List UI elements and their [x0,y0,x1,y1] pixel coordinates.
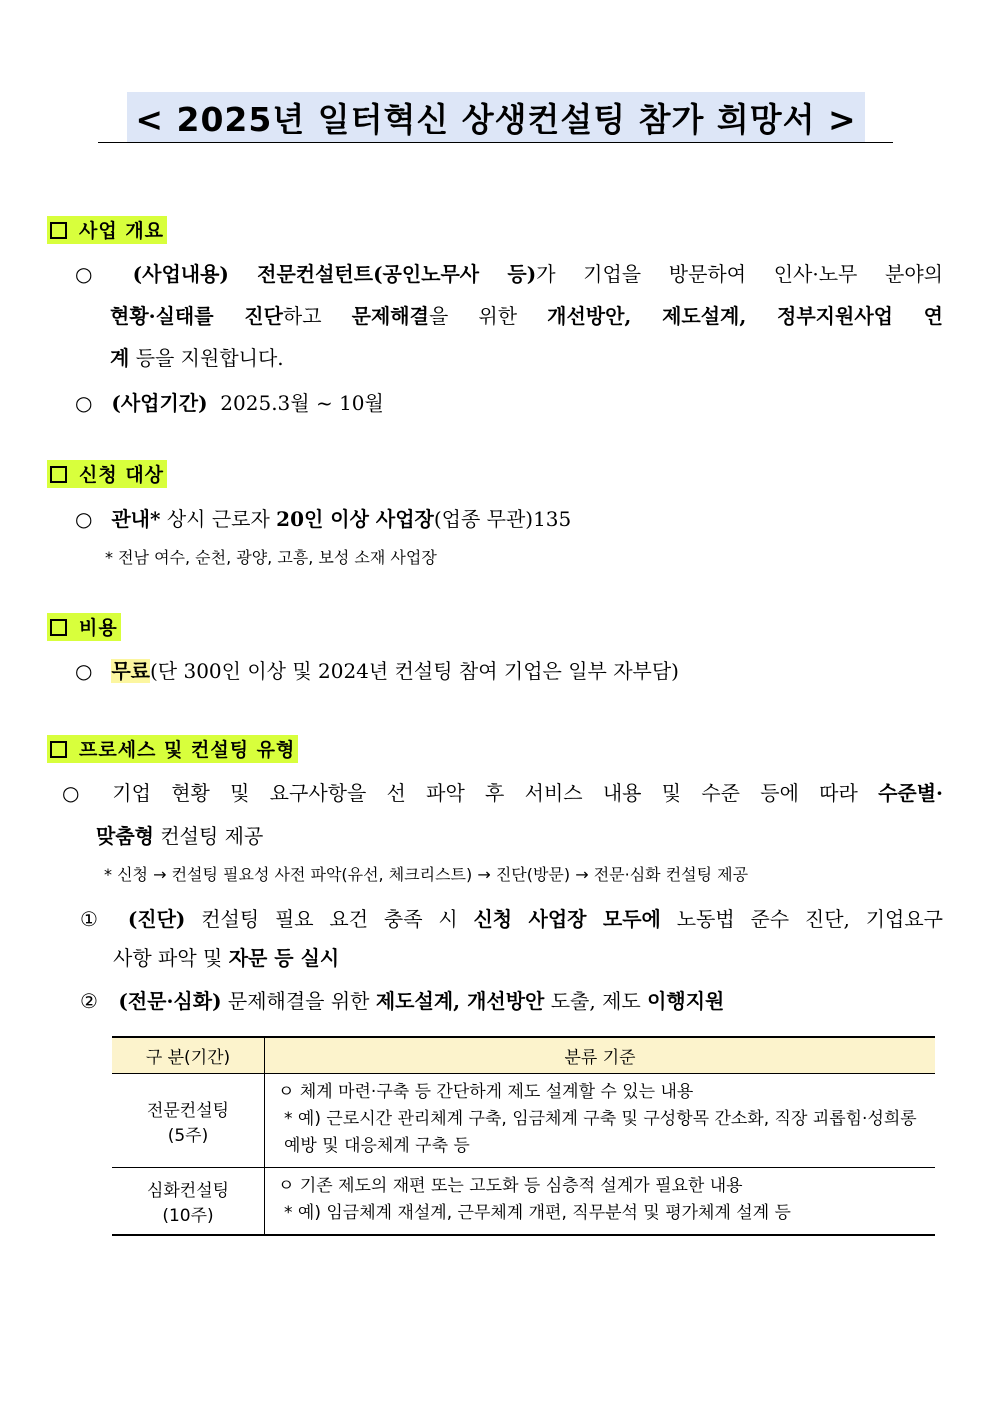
text-span: 노동법 준수 진단, 기업요구 [676,907,943,931]
checkbox-square-icon [50,222,67,239]
page-title: < 2025년 일터혁신 상생컨설팅 참가 희망서 > [127,92,864,143]
table-cell-category [112,1074,265,1168]
overview-bullet1-line1 [75,258,943,287]
classification-table [112,1036,935,1236]
category-name: 심화컨설팅 [146,1181,230,1201]
text-span: (업종 무관)135 [433,507,572,531]
bold-span: 현황·실태를 진단 [110,304,283,328]
bold-span: 이행지원 [647,989,725,1013]
criteria-example: * 예) 임금체계 재설계, 근무체계 개편, 직무분석 및 평가체계 설계 등 [284,1203,791,1223]
business-content-label: (사업내용) 전문컨설턴트(공인노무사 등) [132,262,537,286]
category-name: 전문컨설팅 [146,1100,230,1121]
text-span: 기업 현황 및 요구사항을 선 파악 후 서비스 내용 및 수준 등에 따라 [112,781,858,805]
section-heading-process [47,735,298,763]
criteria-line: ㅇ 체계 마련·구축 등 간단하게 제도 설계할 수 있는 내용 [278,1082,694,1102]
section-heading-text: 프로세스 및 컨설팅 유형 [79,739,296,761]
table-cell-criteria [265,1074,936,1168]
business-period-label: (사업기간) [111,391,208,415]
circled-one-icon: ① [80,907,98,931]
bold-span: 신청 사업장 모두에 [473,907,661,931]
circle-bullet-icon: ○ [75,659,93,683]
target-note: * 전남 여수, 순천, 광양, 고흥, 보성 소재 사업장 [105,548,437,567]
section-heading-target [47,460,167,488]
category-period: (10주) [162,1206,214,1226]
checkbox-square-icon [50,741,67,758]
bold-span: 제도설계, 개선방안 [375,989,545,1013]
bold-span: 문제해결 [351,304,429,328]
text-span: 상시 근로자 [166,507,270,531]
bold-span: 개선방안, 제도설계, 정부지원사업 연 [547,304,943,328]
bold-span: 자문 등 실시 [228,946,340,970]
circle-bullet-icon: ○ [75,391,93,415]
bold-span: 맞춤형 [96,824,154,848]
table-cell-criteria [265,1168,936,1236]
table-header-row [112,1037,935,1074]
checkbox-square-icon [50,466,67,483]
section-heading-text: 비용 [79,617,118,639]
bold-span: 계 [110,346,130,370]
circle-bullet-icon: ○ [75,507,93,531]
process-bullet-line2 [96,820,263,849]
business-period-value: 2025.3월 ~ 10월 [220,391,384,415]
text-span: 등을 지원합니다. [135,346,284,370]
text-span: 컨설팅 필요 요건 충족 시 [201,907,458,931]
text-span: 문제해결을 위한 [227,989,370,1013]
table-cell-category [112,1168,265,1236]
text-span: 하고 [282,304,322,328]
circle-bullet-icon: ○ [75,262,93,286]
section-heading-text: 신청 대상 [79,464,165,486]
table-header-criteria: 분류 기준 [265,1037,936,1074]
bold-span: (진단) [127,907,186,931]
overview-bullet1-line2 [110,300,943,329]
bold-span: 20인 이상 사업장 [276,507,434,531]
step1-line2 [113,942,339,971]
title-container [0,92,992,143]
section-heading-overview [47,216,167,244]
title-underline [98,142,893,143]
text-span: 을 위한 [428,304,518,328]
cost-bullet [75,655,679,684]
overview-bullet2 [75,387,384,416]
section-heading-text: 사업 개요 [79,220,165,242]
circle-bullet-icon: ○ [62,781,80,805]
text-span: 도출, 제도 [550,989,641,1013]
text-span: 사항 파악 및 [113,946,223,970]
free-highlight: 무료 [111,659,150,683]
table-header-category: 구 분(기간) [112,1037,265,1074]
target-bullet [75,503,571,532]
process-note: * 신청 → 컨설팅 필요성 사전 파악(유선, 체크리스트) → 진단(방문) → 전문·심화 컨설팅 제공 [104,865,749,884]
criteria-line: ㅇ 기존 제도의 재편 또는 고도화 등 심층적 설계가 필요한 내용 [278,1176,743,1196]
process-bullet-line1 [62,777,943,806]
criteria-example: * 예) 근로시간 관리체계 구축, 임금체계 구축 및 구성항목 간소화, 직장 괴롭힘·성희롱 예방 및 대응체계 구축 등 [284,1109,917,1156]
text-span: 가 기업을 방문하여 인사·노무 분야의 [536,262,943,286]
circled-two-icon: ② [80,989,98,1013]
category-period: (5주) [167,1125,209,1146]
bold-span: (전문·심화) [118,989,222,1013]
table-row [112,1074,935,1168]
text-span: 컨설팅 제공 [160,824,264,848]
checkbox-square-icon [50,619,67,636]
step1-line1 [80,903,943,932]
bold-span: 수준별· [878,781,944,805]
step2-line [80,985,724,1014]
text-span: (단 300인 이상 및 2024년 컨설팅 참여 기업은 일부 자부담) [150,659,679,683]
table-row [112,1168,935,1236]
section-heading-cost [47,613,121,641]
overview-bullet1-line3 [110,342,284,371]
bold-span: 관내* [111,507,161,531]
